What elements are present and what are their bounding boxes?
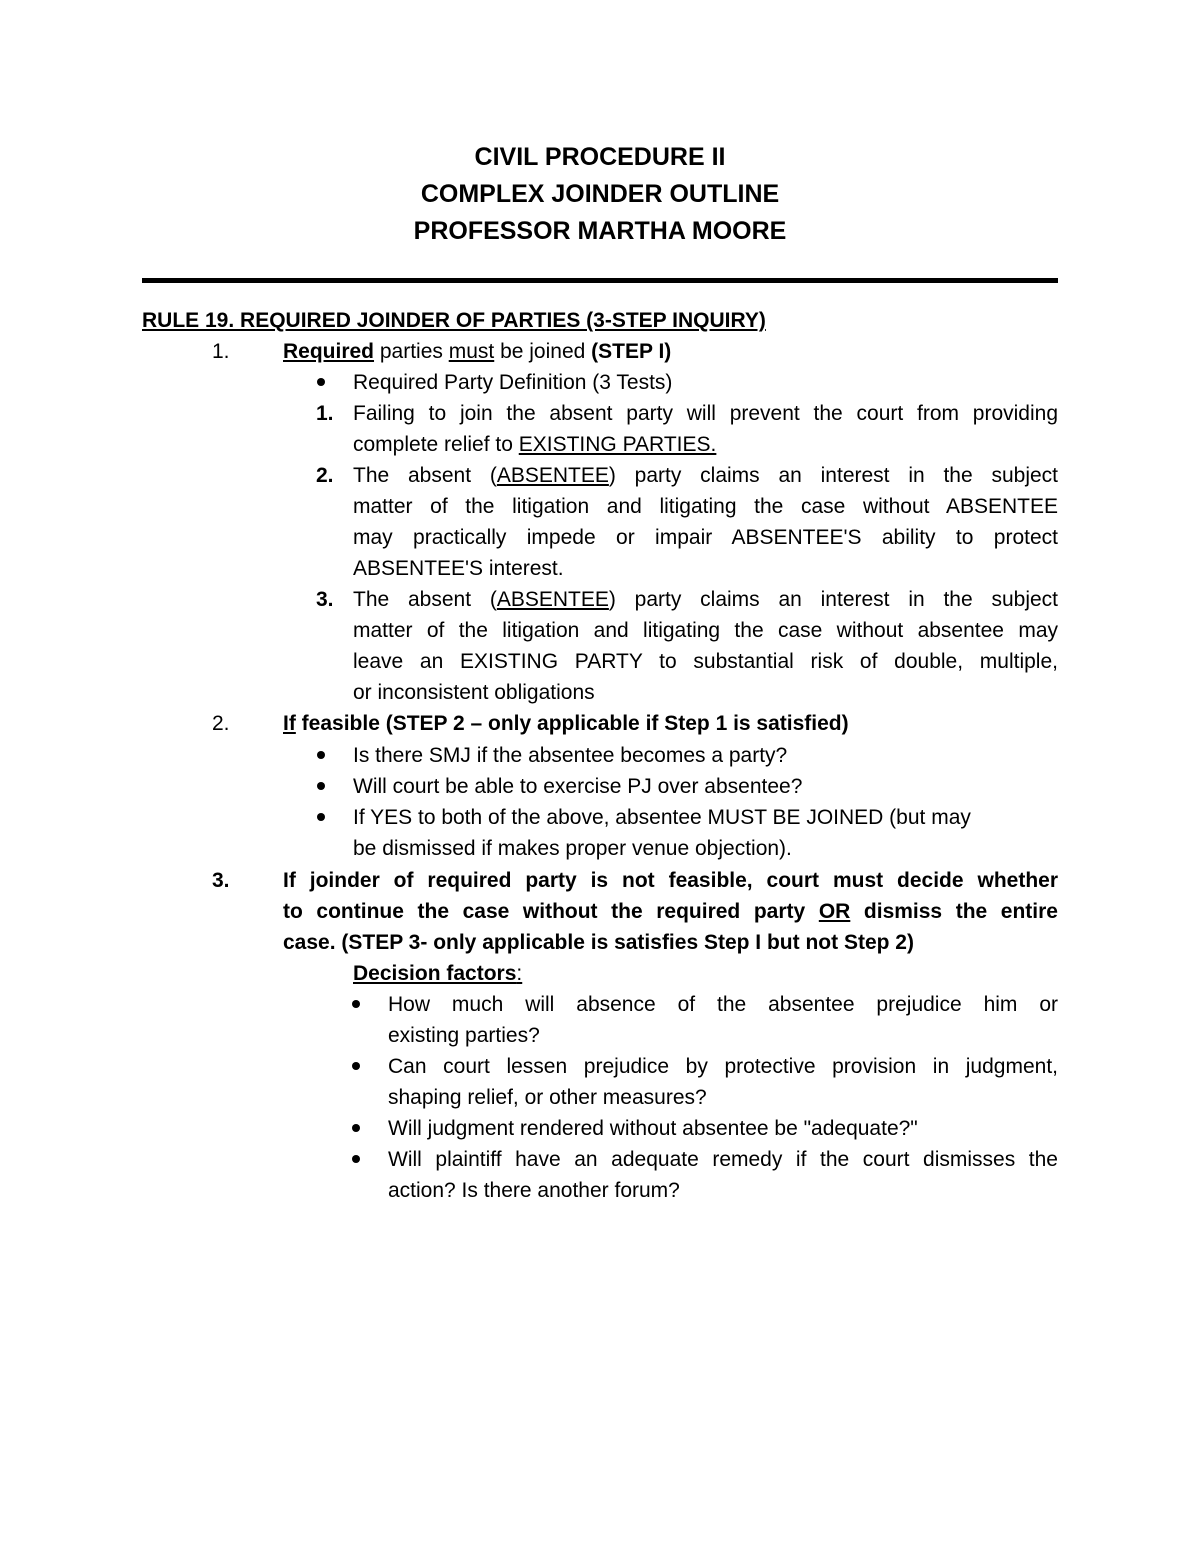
test3-line3: leave an EXISTING PARTY to substantial risk of double, multiple,: [353, 650, 1058, 673]
step2-bullet-joined-line1: If YES to both of the above, absentee MUST BE JOINED (but may: [353, 806, 971, 829]
doc-title-professor: PROFESSOR MARTHA MOORE: [413, 217, 787, 245]
step3-line1: If joinder of required party is not feasible, court must decide whether: [283, 869, 1058, 892]
bullet-icon: [317, 378, 325, 386]
step2-bullet-smj: Is there SMJ if the absentee becomes a party?: [353, 744, 788, 767]
step3-line2: to continue the case without the required party OR dismiss the entire: [283, 900, 1058, 923]
step2-bullet-joined-line2: be dismissed if makes proper venue objection).: [353, 837, 792, 860]
bullet-icon: [317, 751, 325, 759]
step1-number: 1.: [212, 340, 230, 363]
factor2-line1: Can court lessen prejudice by protective provision in judgment,: [388, 1055, 1058, 1078]
bullet-icon: [317, 782, 325, 790]
step2-number: 2.: [212, 712, 230, 735]
factor1-line2: existing parties?: [388, 1024, 540, 1047]
bullet-icon: [317, 813, 325, 821]
factor2-line2: shaping relief, or other measures?: [388, 1086, 707, 1109]
section-heading: RULE 19. REQUIRED JOINDER OF PARTIES (3-STEP INQUIRY): [142, 309, 766, 332]
test2-line2: matter of the litigation and litigating the case without ABSENTEE: [353, 495, 1058, 518]
test1-number: 1.: [316, 402, 334, 425]
doc-title-course: CIVIL PROCEDURE II: [474, 143, 726, 171]
test3-line2: matter of the litigation and litigating the case without absentee may: [353, 619, 1058, 642]
test3-line4: or inconsistent obligations: [353, 681, 595, 704]
required-party-definition: Required Party Definition (3 Tests): [353, 371, 673, 394]
factor4-line1: Will plaintiff have an adequate remedy if the court dismisses the: [388, 1148, 1058, 1171]
bullet-icon: [352, 1155, 360, 1163]
bullet-icon: [352, 1062, 360, 1070]
step2-bullet-pj: Will court be able to exercise PJ over absentee?: [353, 775, 803, 798]
step3-number: 3.: [212, 869, 230, 892]
step3-line3: case. (STEP 3- only applicable is satisfies Step I but not Step 2): [283, 931, 914, 954]
test2-line1: The absent (ABSENTEE) party claims an interest in the subject: [353, 464, 1058, 487]
test2-line3: may practically impede or impair ABSENTEE'S ability to protect: [353, 526, 1058, 549]
bullet-icon: [352, 1000, 360, 1008]
test1-line1: Failing to join the absent party will prevent the court from providing: [353, 402, 1058, 425]
doc-title-outline: COMPLEX JOINDER OUTLINE: [420, 180, 780, 208]
factor1-line1: How much will absence of the absentee prejudice him or: [388, 993, 1058, 1016]
test2-number: 2.: [316, 464, 334, 487]
test3-number: 3.: [316, 588, 334, 611]
test1-line2: complete relief to EXISTING PARTIES.: [353, 433, 717, 456]
factor4-line2: action? Is there another forum?: [388, 1179, 680, 1202]
test3-line1: The absent (ABSENTEE) party claims an interest in the subject: [353, 588, 1058, 611]
test2-line4: ABSENTEE'S interest.: [353, 557, 564, 580]
factor3: Will judgment rendered without absentee be "adequate?": [388, 1117, 918, 1140]
step1-heading: Required parties must be joined (STEP I): [283, 340, 672, 363]
horizontal-rule: [142, 278, 1058, 283]
decision-factors-label: Decision factors:: [353, 962, 523, 985]
step2-heading: If feasible (STEP 2 – only applicable if Step 1 is satisfied): [283, 712, 849, 735]
bullet-icon: [352, 1124, 360, 1132]
